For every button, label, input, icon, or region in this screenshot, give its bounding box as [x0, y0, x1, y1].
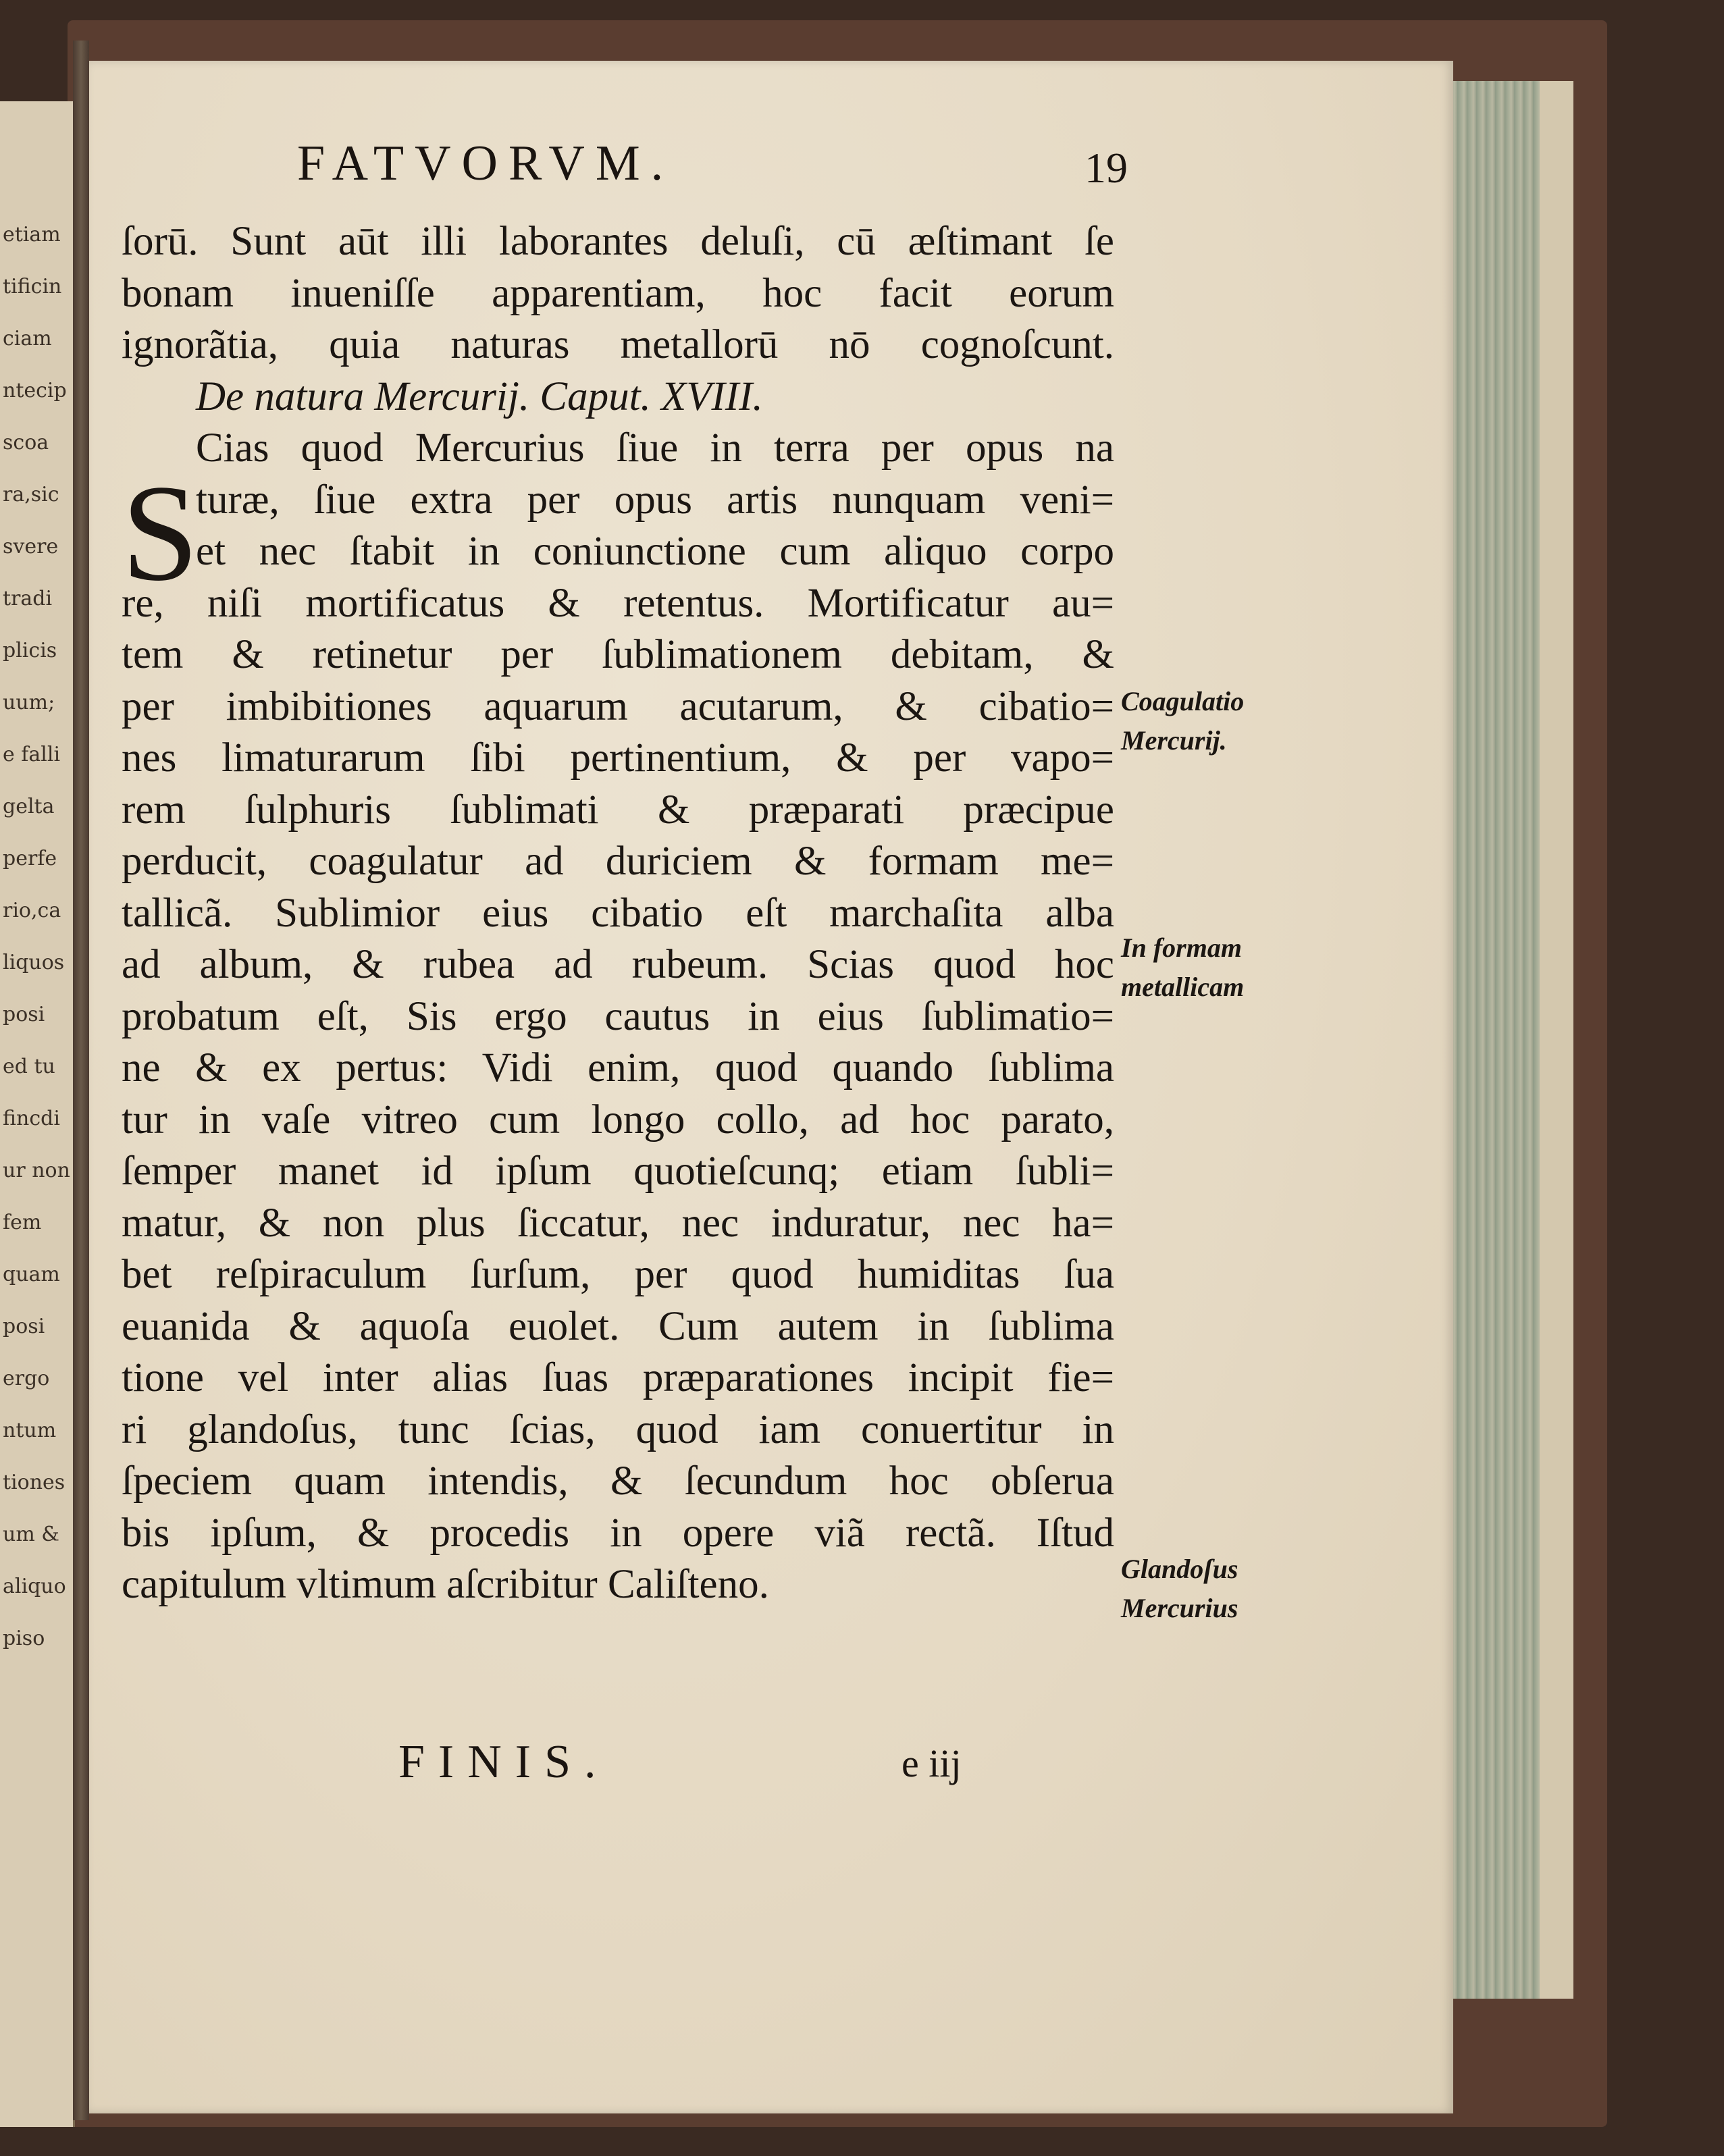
margin-note-glandosus — [1121, 1550, 1297, 1628]
facing-page-text: fincdi — [3, 1107, 60, 1130]
facing-page-text: quam — [3, 1263, 60, 1286]
facing-page-text: e falli — [3, 743, 61, 766]
facing-page-text: tradi — [3, 587, 53, 610]
page-header — [297, 135, 1128, 196]
margin-note-coagulatio — [1121, 682, 1297, 760]
facing-page-text: uum; — [3, 691, 55, 714]
facing-page-text: posi — [3, 1003, 45, 1026]
drop-cap: S — [122, 456, 199, 610]
page-footer — [398, 1735, 1006, 1796]
facing-page-text: ed tu — [3, 1055, 55, 1078]
facing-page-fragment — [0, 101, 75, 2127]
text-line: re, niſi mortificatus & retentus. Mortificatur au= — [122, 580, 1114, 626]
facing-page-text: svere — [3, 535, 59, 558]
margin-note-line: Coagulatio — [1121, 686, 1245, 716]
facing-page-text: ergo — [3, 1367, 50, 1390]
margin-note-line: Mercurius — [1121, 1593, 1238, 1623]
finis-mark: FINIS. — [398, 1736, 610, 1788]
margin-note-line: metallicam — [1121, 972, 1245, 1002]
facing-page-text: ciam — [3, 327, 52, 350]
facing-page-text: ntum — [3, 1419, 57, 1442]
text-line: ſpeciem quam intendis, & ſecundum hoc obſerua — [122, 1458, 1114, 1504]
page-number: 19 — [1085, 144, 1128, 192]
facing-page-text: gelta — [3, 795, 55, 818]
facing-page-text: liquos — [3, 951, 65, 974]
facing-page-text: plicis — [3, 639, 57, 662]
text-line: perducit, coagulatur ad duriciem & formam me= — [122, 839, 1114, 884]
text-line: ne & ex pertus: Vidi enim, quod quando ſublima — [122, 1045, 1114, 1090]
margin-note-line: Glandoſus — [1121, 1554, 1238, 1584]
text-line: per imbibitiones aquarum acutarum, & cibatio= — [122, 683, 1114, 729]
margin-note-line: In formam — [1121, 932, 1242, 963]
facing-page-text: perfe — [3, 847, 57, 870]
text-line: ſemper manet id ipſum quotieſcunq; etiam ſubli= — [122, 1149, 1114, 1194]
facing-page-text: rio,ca — [3, 899, 61, 922]
text-line: rem ſulphuris ſublimati & præparati præcipue — [122, 787, 1114, 833]
chapter-heading: De natura Mercurij. Caput. XVIII. — [196, 373, 763, 419]
facing-page-text: tificin — [3, 275, 62, 298]
body-text — [122, 216, 1114, 1611]
facing-page-text: ntecip — [3, 379, 67, 402]
facing-page-text: aliquo — [3, 1575, 66, 1598]
text-line: nes limaturarum ſibi pertinentium, & per vapo= — [122, 735, 1114, 781]
text-line: ad album, & rubea ad rubeum. Scias quod hoc — [122, 942, 1114, 987]
facing-page-text: fem — [3, 1211, 42, 1234]
facing-page-text: posi — [3, 1315, 45, 1338]
text-line: tur in vaſe vitreo cum longo collo, ad hoc parato, — [122, 1097, 1114, 1142]
text-line: bonam inueniſſe apparentiam, hoc facit eorum — [122, 270, 1114, 316]
facing-page-text: um & — [3, 1523, 60, 1546]
text-line: bis ipſum, & procedis in opere viã rectã. Iſtud — [122, 1510, 1114, 1556]
text-line: capitulum vltimum aſcribitur Caliſteno. — [122, 1562, 769, 1607]
facing-page-text: etiam — [3, 223, 61, 246]
text-line: probatum eſt, Sis ergo cautus in eius ſublimatio= — [122, 993, 1114, 1039]
text-line: turæ, ſiue extra per opus artis nunquam veni= — [196, 477, 1114, 523]
text-line: matur, & non plus ſiccatur, nec induratur, nec ha= — [122, 1200, 1114, 1246]
facing-page-text: ra,sic — [3, 483, 59, 506]
facing-page-text: ur non — [3, 1159, 70, 1182]
text-line: euanida & aquoſa euolet. Cum autem in ſublima — [122, 1303, 1114, 1349]
facing-page-text: piso — [3, 1627, 45, 1650]
text-line: ignorãtia, quia naturas metallorū nō cognoſcunt. — [122, 322, 1114, 367]
text-line: ri glandoſus, tunc ſcias, quod iam conuertitur in — [122, 1406, 1114, 1452]
text-line: tallicã. Sublimior eius cibatio eſt marchaſita alba — [122, 890, 1114, 936]
text-line: et nec ſtabit in coniunctione cum aliquo corpo — [196, 529, 1114, 574]
book-gutter — [73, 41, 89, 2120]
text-line: Cias quod Mercurius ſiue in terra per opus na — [196, 425, 1114, 471]
margin-note-line: Mercurij. — [1121, 725, 1227, 756]
facing-page-text: scoa — [3, 431, 49, 454]
page-edges — [1438, 81, 1540, 1999]
text-line: tem & retinetur per ſublimationem debitam, & — [122, 632, 1114, 677]
text-line: ſorū. Sunt aūt illi laborantes deluſi, cū æſtimant ſe — [122, 219, 1114, 264]
text-line: tione vel inter alias ſuas præparationes incipit fie= — [122, 1355, 1114, 1400]
signature-mark: e iij — [902, 1741, 962, 1785]
text-line: bet reſpiraculum ſurſum, per quod humiditas ſua — [122, 1252, 1114, 1297]
margin-note-in-formam — [1121, 928, 1297, 1007]
facing-page-text: tiones — [3, 1471, 66, 1494]
running-head: FATVORVM. — [297, 136, 675, 191]
